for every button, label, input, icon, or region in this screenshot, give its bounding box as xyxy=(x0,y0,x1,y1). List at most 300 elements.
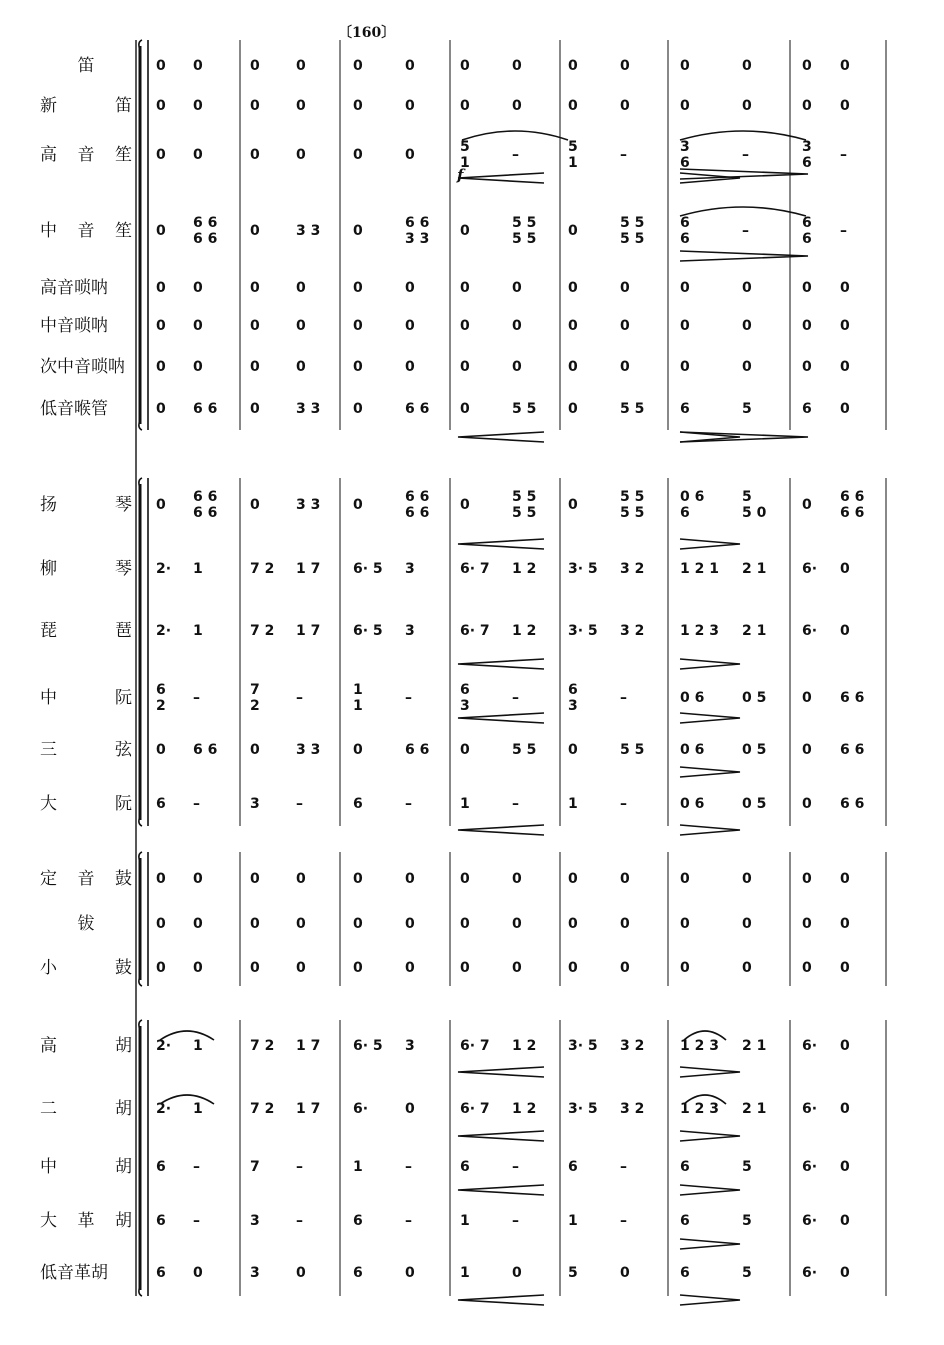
note-cell: 0 xyxy=(840,623,850,639)
note-cell: – xyxy=(405,1213,412,1229)
note-cell: 5 xyxy=(742,1213,752,1229)
decrescendo-hairpin xyxy=(680,825,740,835)
note-cell: 0 xyxy=(512,359,522,375)
note-cell: 0 xyxy=(156,280,166,296)
note-cell: 0 xyxy=(460,916,470,932)
note-cell: 1 xyxy=(193,1101,203,1117)
instrument-label xyxy=(40,686,132,710)
note-cell: 0 xyxy=(156,98,166,114)
note-cell: 1 7 xyxy=(296,561,321,577)
note-cell: 0 xyxy=(568,916,578,932)
note-cell: 0 xyxy=(193,98,203,114)
note-cell: 0 xyxy=(405,916,415,932)
note-cell: 0 xyxy=(568,223,578,239)
label-char: 三 xyxy=(40,740,57,760)
note-cell: 0 xyxy=(156,871,166,887)
instrument-label xyxy=(40,54,132,78)
note-cell: 3 3 xyxy=(296,497,321,513)
note-cell: 0 xyxy=(353,497,363,513)
note-cell: 6· 7 xyxy=(460,1101,490,1117)
note-cell: 1 7 xyxy=(296,1038,321,1054)
note-cell: – xyxy=(296,1159,303,1175)
note-cell: 0 xyxy=(460,359,470,375)
note-cell: 3 xyxy=(405,561,415,577)
note-cell: 2· xyxy=(156,561,172,577)
label-char: 音 xyxy=(77,221,95,241)
note-cell: 0 xyxy=(620,960,630,976)
note-cell: 6 xyxy=(802,401,812,417)
note-cell: 6 xyxy=(680,1265,690,1281)
crescendo-hairpin xyxy=(458,1067,544,1077)
note-cell: 7 2 xyxy=(250,1101,275,1117)
note-cell: 0 xyxy=(296,280,306,296)
label-char: 高 xyxy=(40,1036,57,1056)
note-cell: 0 xyxy=(840,561,850,577)
note-cell: 3 6 xyxy=(802,139,812,171)
note-cell: 0 xyxy=(250,916,260,932)
note-cell: 0 xyxy=(460,401,470,417)
note-cell: 0 xyxy=(680,359,690,375)
decrescendo-hairpin xyxy=(680,767,740,777)
note-cell: 0 xyxy=(296,147,306,163)
note-cell: 6 6 6 6 xyxy=(405,489,430,521)
crescendo-hairpin xyxy=(458,173,544,183)
note-cell: 3 3 xyxy=(296,401,321,417)
note-cell: 1 2 xyxy=(512,1101,537,1117)
label-char: 革 xyxy=(77,1211,95,1231)
note-cell: 0 xyxy=(802,690,812,706)
note-cell: 0 xyxy=(802,58,812,74)
note-cell: 6 6 xyxy=(193,742,218,758)
note-cell: 0 xyxy=(568,359,578,375)
note-cell: 1 2 xyxy=(512,1038,537,1054)
note-cell: 1 xyxy=(193,1038,203,1054)
note-cell: 0 xyxy=(353,280,363,296)
label-char: 高 xyxy=(40,145,57,165)
note-cell: – xyxy=(512,147,519,163)
note-cell: 0 xyxy=(568,742,578,758)
note-cell: 0 xyxy=(353,871,363,887)
note-cell: 0 xyxy=(193,58,203,74)
label-char: 琵 xyxy=(40,621,57,641)
note-cell: 7 xyxy=(250,1159,260,1175)
note-cell: 0 xyxy=(405,147,415,163)
note-cell: 6 6 6 6 xyxy=(193,215,218,247)
dynamic-mark: f xyxy=(457,166,464,184)
note-cell: 0 xyxy=(620,1265,630,1281)
note-cell: 6 xyxy=(156,796,166,812)
note-cell: 6· xyxy=(802,1159,818,1175)
note-cell: 0 xyxy=(193,960,203,976)
note-cell: 3 xyxy=(250,1213,260,1229)
label-char: 阮 xyxy=(115,688,132,708)
label-char: 小 xyxy=(40,958,57,978)
label-char: 钹 xyxy=(77,914,95,934)
label-char: 胡 xyxy=(115,1036,132,1056)
note-cell: 0 xyxy=(840,359,850,375)
note-cell: 0 5 xyxy=(742,742,767,758)
note-cell: 6 xyxy=(568,1159,578,1175)
note-cell: – xyxy=(193,796,200,812)
note-cell: 0 xyxy=(620,280,630,296)
note-cell: 0 xyxy=(353,98,363,114)
note-cell: 0 xyxy=(156,916,166,932)
note-cell: 0 xyxy=(802,742,812,758)
label-char: 大 xyxy=(40,794,57,814)
note-cell: 1 2 3 xyxy=(680,1101,719,1117)
note-cell: 6 6 xyxy=(193,401,218,417)
note-cell: 0 5 xyxy=(742,690,767,706)
note-cell: 3 3 xyxy=(296,223,321,239)
note-cell: 6 2 xyxy=(156,682,166,714)
note-cell: 5 5 xyxy=(620,742,645,758)
note-cell: – xyxy=(296,690,303,706)
label-char: 笛 xyxy=(77,56,95,76)
note-cell: 0 xyxy=(568,280,578,296)
note-cell: 6· 7 xyxy=(460,561,490,577)
instrument-label xyxy=(40,792,132,816)
note-cell: 0 xyxy=(512,960,522,976)
note-cell: 0 xyxy=(193,280,203,296)
instrument-label: 低音喉管 xyxy=(40,399,108,419)
note-cell: 0 xyxy=(840,1038,850,1054)
note-cell: 0 xyxy=(680,98,690,114)
note-cell: 0 xyxy=(802,318,812,334)
decrescendo-hairpin xyxy=(680,1185,740,1195)
note-cell: 0 xyxy=(840,1265,850,1281)
note-cell: 0 xyxy=(802,796,812,812)
label-char: 笙 xyxy=(115,221,132,241)
note-cell: 1 xyxy=(460,1213,470,1229)
note-cell: – xyxy=(742,223,749,239)
crescendo-hairpin xyxy=(458,825,544,835)
note-cell: 1 xyxy=(460,1265,470,1281)
tie-slur xyxy=(462,131,568,140)
note-cell: 3 2 xyxy=(620,561,645,577)
decrescendo-hairpin xyxy=(680,1295,740,1305)
crescendo-hairpin xyxy=(458,1295,544,1305)
note-cell: – xyxy=(742,147,749,163)
note-cell: 7 2 xyxy=(250,682,260,714)
decrescendo-hairpin xyxy=(680,432,808,442)
note-cell: 6 3 xyxy=(460,682,470,714)
note-cell: – xyxy=(405,796,412,812)
note-cell: 0 xyxy=(742,98,752,114)
note-cell: 0 xyxy=(840,960,850,976)
label-char: 柳 xyxy=(40,559,57,579)
label-char: 定 xyxy=(40,869,57,889)
note-cell: 3 xyxy=(250,1265,260,1281)
instrument-label: 中音唢呐 xyxy=(40,316,108,336)
note-cell: – xyxy=(296,796,303,812)
note-cell: 1 xyxy=(568,1213,578,1229)
label-char: 中 xyxy=(40,221,57,241)
instrument-label xyxy=(40,912,132,936)
note-cell: 0 xyxy=(296,359,306,375)
note-cell: 1 1 xyxy=(353,682,363,714)
note-cell: 0 xyxy=(193,359,203,375)
note-cell: 6 xyxy=(353,796,363,812)
tie-slur xyxy=(680,207,806,216)
note-cell: 0 xyxy=(460,58,470,74)
note-cell: 0 xyxy=(460,223,470,239)
note-cell: 0 xyxy=(802,280,812,296)
note-cell: 0 xyxy=(680,871,690,887)
note-cell: 1 2 xyxy=(512,623,537,639)
note-cell: 0 xyxy=(250,359,260,375)
decrescendo-hairpin xyxy=(680,251,808,261)
note-cell: 0 xyxy=(568,497,578,513)
note-cell: 0 xyxy=(742,960,752,976)
note-cell: 0 xyxy=(742,318,752,334)
label-char: 鼓 xyxy=(115,958,132,978)
note-cell: 0 xyxy=(802,359,812,375)
note-cell: 0 xyxy=(353,359,363,375)
note-cell: 5 5 5 5 xyxy=(512,489,537,521)
note-cell: 1 2 1 xyxy=(680,561,719,577)
note-cell: 0 xyxy=(353,401,363,417)
note-cell: – xyxy=(512,690,519,706)
note-cell: – xyxy=(840,223,847,239)
note-cell: 0 xyxy=(620,58,630,74)
note-cell: 3 2 xyxy=(620,1038,645,1054)
note-cell: – xyxy=(620,796,627,812)
crescendo-hairpin xyxy=(458,713,544,723)
note-cell: 0 xyxy=(296,871,306,887)
note-cell: 0 xyxy=(250,960,260,976)
note-cell: 1 2 xyxy=(512,561,537,577)
note-cell: 6· xyxy=(802,561,818,577)
note-cell: 0 xyxy=(353,916,363,932)
note-cell: 0 xyxy=(568,98,578,114)
note-cell: 6 6 xyxy=(680,215,690,247)
note-cell: 5 xyxy=(742,1265,752,1281)
note-cell: 0 xyxy=(405,871,415,887)
note-cell: 0 xyxy=(156,960,166,976)
note-cell: – xyxy=(620,1159,627,1175)
note-cell: 0 xyxy=(512,318,522,334)
label-char: 扬 xyxy=(40,495,57,515)
note-cell: 2 1 xyxy=(742,623,767,639)
note-cell: 2 1 xyxy=(742,1101,767,1117)
instrument-label xyxy=(40,1209,132,1233)
note-cell: 3· 5 xyxy=(568,1038,598,1054)
note-cell: 2· xyxy=(156,1101,172,1117)
note-cell: 6 6 xyxy=(840,690,865,706)
instrument-label: 高音唢呐 xyxy=(40,278,108,298)
note-cell: 0 xyxy=(250,147,260,163)
note-cell: 0 6 6 xyxy=(680,489,705,521)
note-cell: 0 xyxy=(680,58,690,74)
note-cell: 6 xyxy=(460,1159,470,1175)
note-cell: 0 xyxy=(193,318,203,334)
decrescendo-hairpin xyxy=(680,713,740,723)
label-char: 胡 xyxy=(115,1099,132,1119)
note-cell: 0 xyxy=(353,318,363,334)
note-cell: – xyxy=(620,1213,627,1229)
decrescendo-hairpin xyxy=(680,539,740,549)
note-cell: 0 xyxy=(742,916,752,932)
instrument-label xyxy=(40,557,132,581)
note-cell: 6 6 3 3 xyxy=(405,215,430,247)
note-cell: 3· 5 xyxy=(568,623,598,639)
note-cell: 0 xyxy=(840,58,850,74)
note-cell: 0 xyxy=(405,318,415,334)
note-cell: 0 xyxy=(680,280,690,296)
note-cell: 1 xyxy=(460,796,470,812)
note-cell: – xyxy=(193,1213,200,1229)
note-cell: 0 xyxy=(405,359,415,375)
label-char: 中 xyxy=(40,1157,57,1177)
note-cell: – xyxy=(512,796,519,812)
label-char: 笙 xyxy=(115,145,132,165)
note-cell: 0 xyxy=(250,401,260,417)
note-cell: 0 xyxy=(802,98,812,114)
note-cell: 6· xyxy=(353,1101,369,1117)
note-cell: – xyxy=(405,690,412,706)
note-cell: 0 xyxy=(742,359,752,375)
note-cell: 0 xyxy=(620,98,630,114)
note-cell: 5 xyxy=(568,1265,578,1281)
note-cell: 0 xyxy=(353,223,363,239)
note-cell: 6 xyxy=(680,1213,690,1229)
note-cell: 5 5 0 xyxy=(742,489,767,521)
crescendo-hairpin xyxy=(458,539,544,549)
instrument-label xyxy=(40,1155,132,1179)
instrument-label: 低音革胡 xyxy=(40,1263,108,1283)
note-cell: 0 xyxy=(512,98,522,114)
note-cell: 0 xyxy=(802,497,812,513)
note-cell: 6 6 xyxy=(405,401,430,417)
instrument-label xyxy=(40,1034,132,1058)
note-cell: 0 xyxy=(296,1265,306,1281)
note-cell: 0 xyxy=(620,318,630,334)
note-cell: – xyxy=(193,1159,200,1175)
note-cell: 0 xyxy=(296,960,306,976)
label-char: 阮 xyxy=(115,794,132,814)
note-cell: 6· xyxy=(802,1038,818,1054)
note-cell: 0 xyxy=(250,58,260,74)
note-cell: 6 3 xyxy=(568,682,578,714)
note-cell: 3 2 xyxy=(620,1101,645,1117)
note-cell: 6 xyxy=(680,1159,690,1175)
note-cell: – xyxy=(840,147,847,163)
note-cell: 0 xyxy=(742,58,752,74)
note-cell: 7 2 xyxy=(250,561,275,577)
note-cell: 0 xyxy=(840,1159,850,1175)
note-cell: 0 xyxy=(460,871,470,887)
note-cell: 0 xyxy=(405,98,415,114)
label-char: 二 xyxy=(40,1099,57,1119)
note-cell: 5 5 5 5 xyxy=(620,489,645,521)
note-cell: 0 6 xyxy=(680,690,705,706)
note-cell: 6· 5 xyxy=(353,1038,383,1054)
note-cell: 0 xyxy=(353,960,363,976)
note-cell: – xyxy=(620,690,627,706)
note-cell: 0 xyxy=(840,318,850,334)
note-cell: 0 xyxy=(840,916,850,932)
note-cell: 0 xyxy=(840,98,850,114)
note-cell: 3 3 xyxy=(296,742,321,758)
decrescendo-hairpin xyxy=(680,1067,740,1077)
note-cell: 0 xyxy=(680,916,690,932)
note-cell: 0 xyxy=(512,871,522,887)
instrument-label xyxy=(40,867,132,891)
note-cell: 0 xyxy=(460,98,470,114)
note-cell: 0 xyxy=(250,742,260,758)
note-cell: 0 xyxy=(250,497,260,513)
label-char: 鼓 xyxy=(115,869,132,889)
note-cell: 0 xyxy=(156,318,166,334)
note-cell: 3· 5 xyxy=(568,561,598,577)
note-cell: 5 5 xyxy=(620,401,645,417)
label-char: 琶 xyxy=(115,621,132,641)
note-cell: 6 xyxy=(156,1159,166,1175)
note-cell: 0 xyxy=(156,147,166,163)
note-cell: 6 6 6 6 xyxy=(840,489,865,521)
note-cell: 2· xyxy=(156,1038,172,1054)
note-cell: 1 xyxy=(193,623,203,639)
label-char: 音 xyxy=(77,145,95,165)
note-cell: 5 1 xyxy=(460,139,470,171)
note-cell: 0 xyxy=(296,916,306,932)
note-cell: 1 7 xyxy=(296,623,321,639)
note-cell: 0 xyxy=(296,318,306,334)
note-cell: 6 6 xyxy=(840,796,865,812)
note-cell: 0 xyxy=(568,960,578,976)
note-cell: 6 xyxy=(156,1213,166,1229)
note-cell: 0 xyxy=(460,318,470,334)
note-cell: 0 xyxy=(296,58,306,74)
note-cell: 6 xyxy=(680,401,690,417)
note-cell: 0 xyxy=(460,960,470,976)
note-cell: 0 xyxy=(405,1265,415,1281)
note-cell: 0 xyxy=(840,1213,850,1229)
note-cell: 3 xyxy=(405,623,415,639)
note-cell: 5 5 5 5 xyxy=(512,215,537,247)
note-cell: 0 xyxy=(156,401,166,417)
note-cell: 0 xyxy=(156,497,166,513)
tie-slur xyxy=(680,131,806,140)
note-cell: 5 5 xyxy=(512,742,537,758)
note-cell: 2· xyxy=(156,623,172,639)
note-cell: 0 xyxy=(840,401,850,417)
note-cell: 0 6 xyxy=(680,796,705,812)
instrument-label xyxy=(40,219,132,243)
note-cell: 0 xyxy=(568,318,578,334)
note-cell: 0 xyxy=(840,1101,850,1117)
note-cell: 0 xyxy=(742,280,752,296)
note-cell: 6· 5 xyxy=(353,623,383,639)
note-cell: 2 1 xyxy=(742,1038,767,1054)
note-cell: 1 xyxy=(568,796,578,812)
note-cell: 6 xyxy=(353,1213,363,1229)
instrument-label xyxy=(40,738,132,762)
note-cell: 6· 7 xyxy=(460,1038,490,1054)
note-cell: – xyxy=(405,1159,412,1175)
note-cell: 0 xyxy=(250,871,260,887)
note-cell: 0 xyxy=(568,401,578,417)
instrument-label xyxy=(40,493,132,517)
note-cell: 6 xyxy=(156,1265,166,1281)
decrescendo-hairpin xyxy=(680,659,740,669)
note-cell: 6 6 xyxy=(840,742,865,758)
instrument-label xyxy=(40,619,132,643)
decrescendo-hairpin xyxy=(680,1239,740,1249)
note-cell: – xyxy=(296,1213,303,1229)
note-cell: 0 6 xyxy=(680,742,705,758)
note-cell: 0 xyxy=(460,280,470,296)
